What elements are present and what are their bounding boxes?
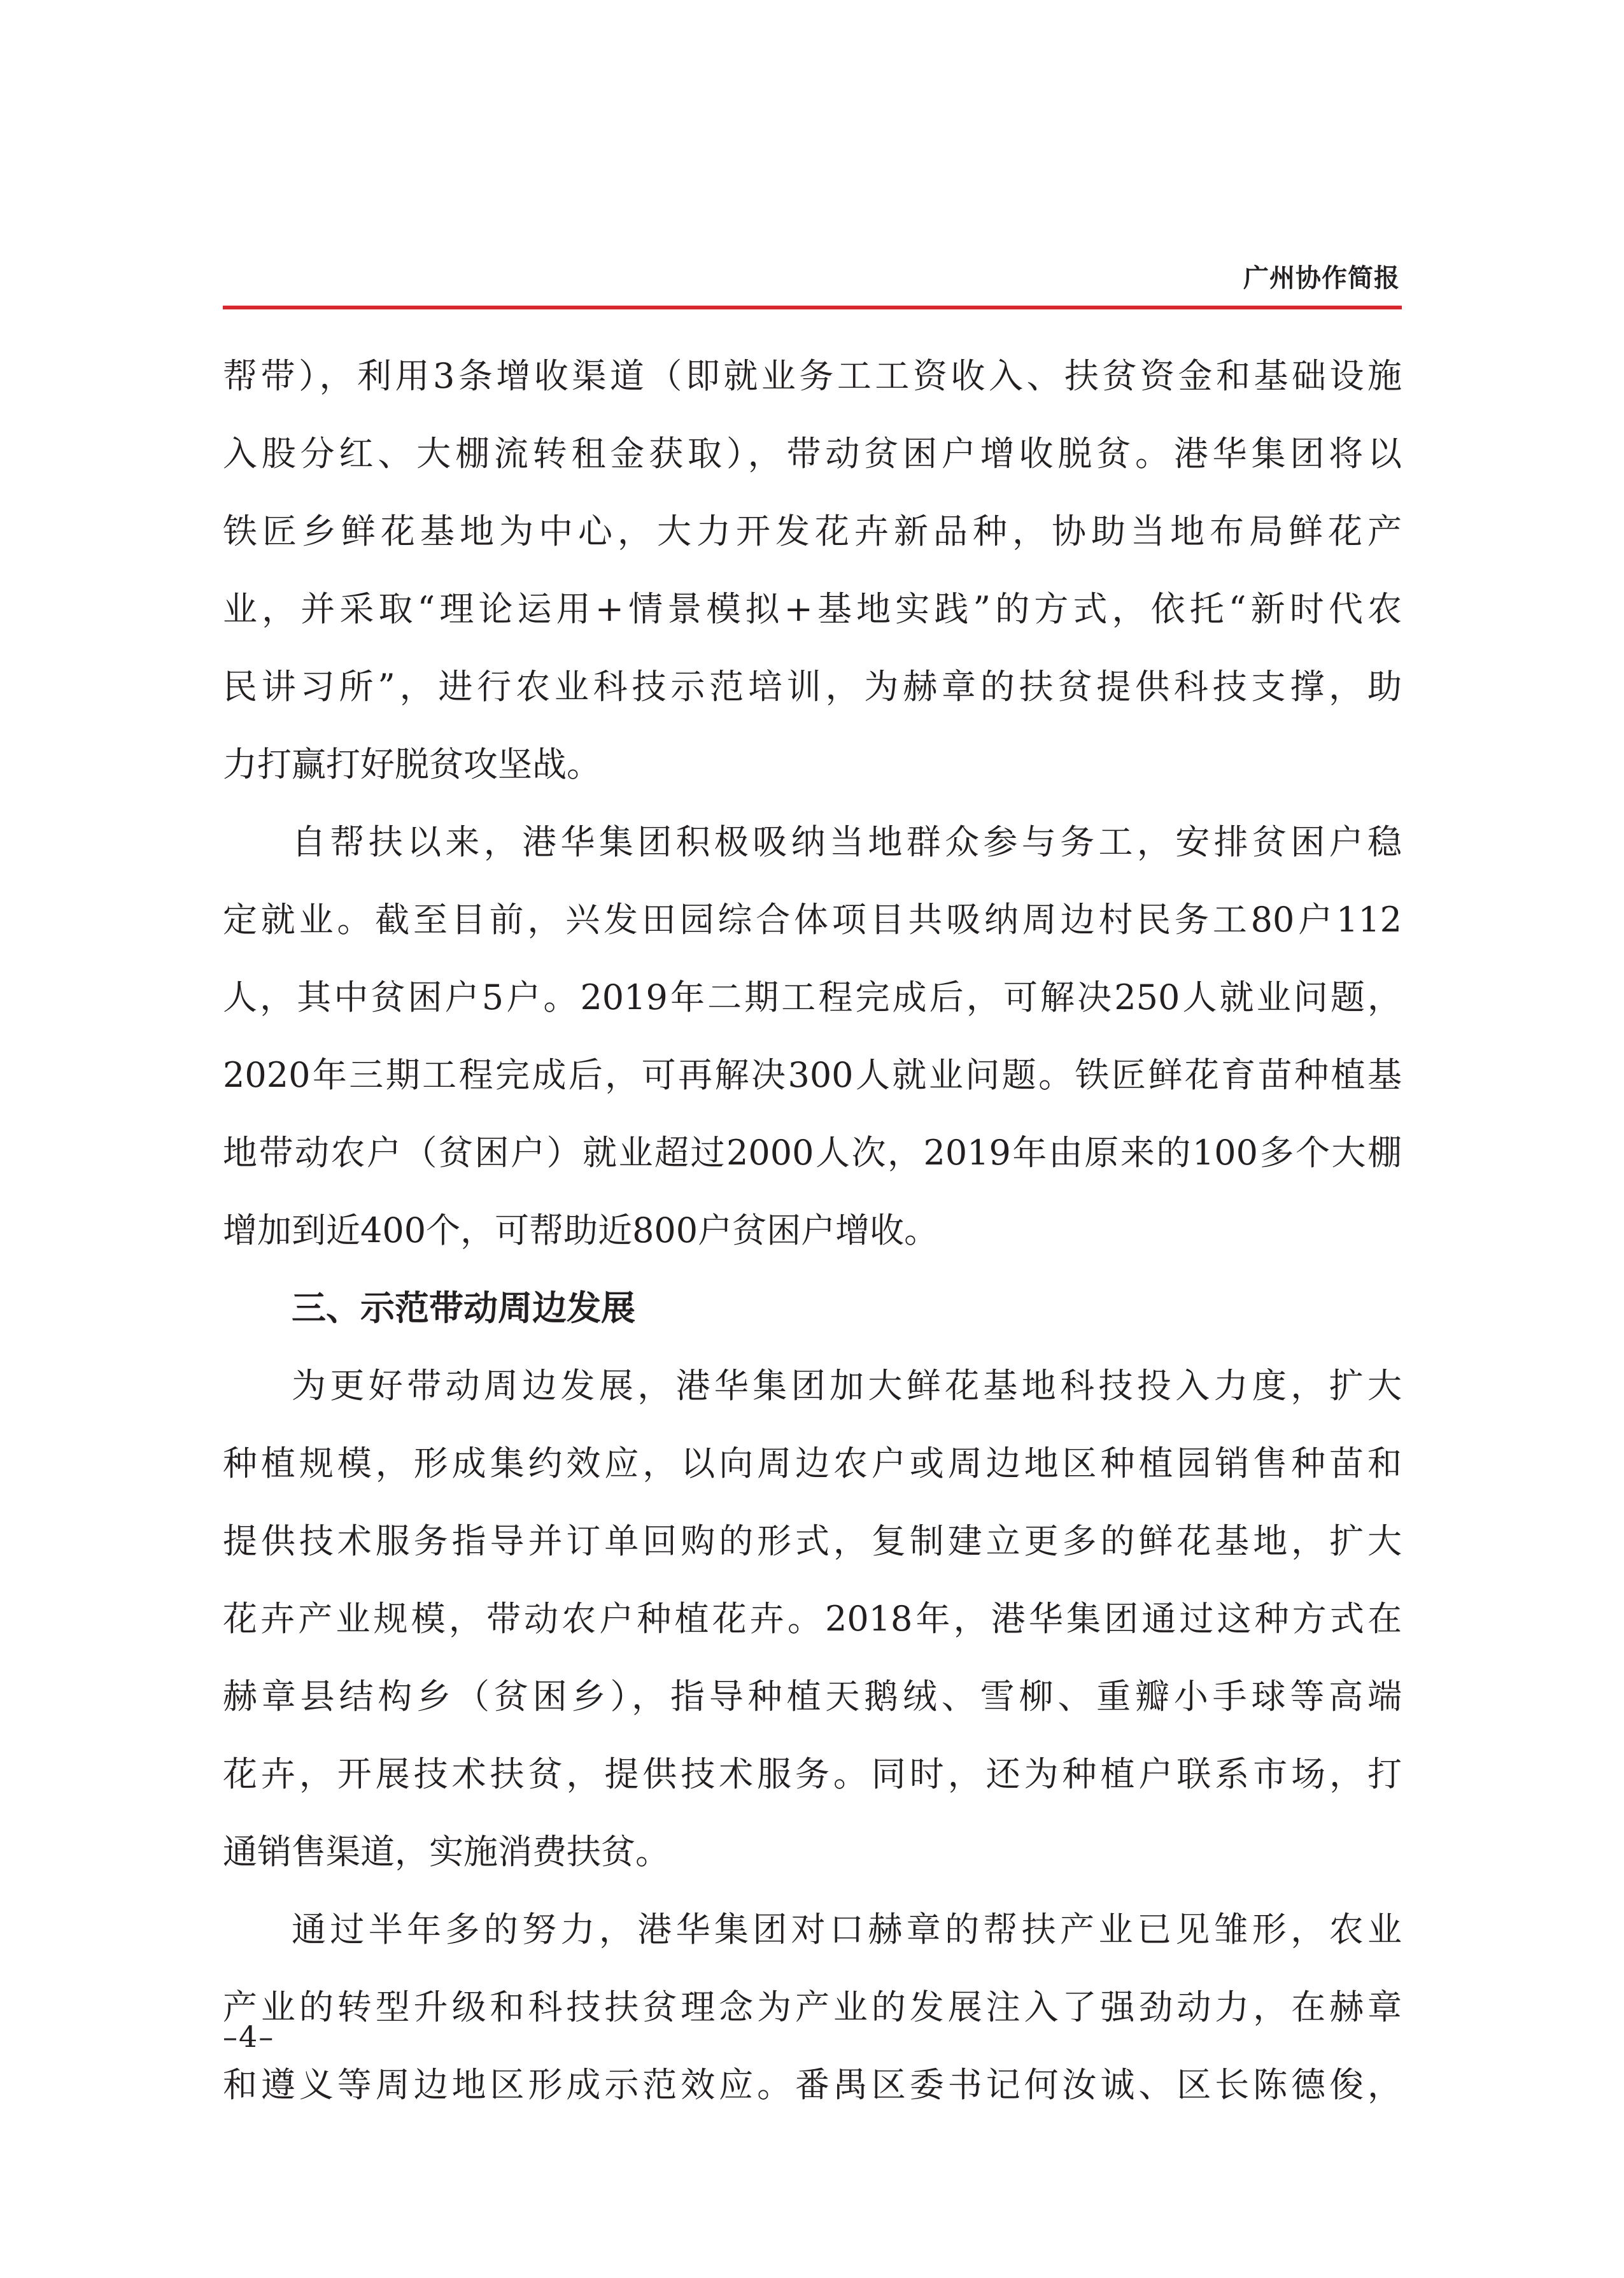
body-line: 帮带），利用3条增收渠道（即就业务工工资收入、扶贫资金和基础设施: [223, 356, 1402, 396]
body-line: 种植规模，形成集约效应，以向周边农户或周边地区种植园销售种苗和: [223, 1443, 1402, 1483]
body-line: 产业的转型升级和科技扶贫理念为产业的发展注入了强劲动力，在赫章: [223, 1987, 1402, 2027]
body-line: 提供技术服务指导并订单回购的形式，复制建立更多的鲜花基地，扩大: [223, 1521, 1402, 1561]
document-body: [223, 337, 1402, 2124]
header-title: 广州协作简报: [1243, 264, 1400, 293]
body-line: 力打赢打好脱贫攻坚战。: [223, 744, 601, 784]
paragraph-first-line: 为更好带动周边发展，港华集团加大鲜花基地科技投入力度，扩大: [292, 1366, 1402, 1406]
body-line: 定就业。截至目前，兴发田园综合体项目共吸纳周边村民务工80户112: [223, 900, 1402, 940]
body-line: 增加到近400个，可帮助近800户贫困户增收。: [223, 1210, 939, 1250]
body-line: 民讲习所”，进行农业科技示范培训，为赫章的扶贫提供科技支撑，助: [223, 667, 1402, 707]
header-divider: [223, 306, 1402, 309]
body-line: 入股分红、大棚流转租金获取），带动贫困户增收脱贫。港华集团将以: [223, 434, 1402, 474]
body-line: 花卉产业规模，带动农户种植花卉。2018年，港华集团通过这种方式在: [223, 1599, 1402, 1639]
paragraph-first-line: 通过半年多的努力，港华集团对口赫章的帮扶产业已见雏形，农业: [292, 1909, 1402, 1949]
page-number: –4–: [223, 2020, 275, 2054]
body-line: 花卉，开展技术扶贫，提供技术服务。同时，还为种植户联系市场，打: [223, 1754, 1402, 1794]
body-line: 赫章县结构乡（贫困乡），指导种植天鹅绒、雪柳、重瓣小手球等高端: [223, 1676, 1402, 1716]
paragraph-first-line: 自帮扶以来，港华集团积极吸纳当地群众参与务工，安排贫困户稳: [292, 822, 1402, 862]
section-heading: 三、示范带动周边发展: [292, 1288, 635, 1328]
body-line: 业，并采取“理论运用+情景模拟+基地实践”的方式，依托“新时代农: [223, 589, 1402, 629]
body-line: 和遵义等周边地区形成示范效应。番禺区委书记何汝诚、区长陈德俊，: [223, 2065, 1402, 2105]
body-line: 2020年三期工程完成后，可再解决300人就业问题。铁匠鲜花育苗种植基: [223, 1055, 1402, 1095]
body-line: 人，其中贫困户5户。2019年二期工程完成后，可解决250人就业问题，: [223, 977, 1402, 1017]
body-line: 铁匠乡鲜花基地为中心，大力开发花卉新品种，协助当地布局鲜花产: [223, 511, 1402, 551]
body-line: 通销售渠道，实施消费扶贫。: [223, 1832, 670, 1872]
body-line: 地带动农户（贫困户）就业超过2000人次，2019年由原来的100多个大棚: [223, 1133, 1402, 1173]
